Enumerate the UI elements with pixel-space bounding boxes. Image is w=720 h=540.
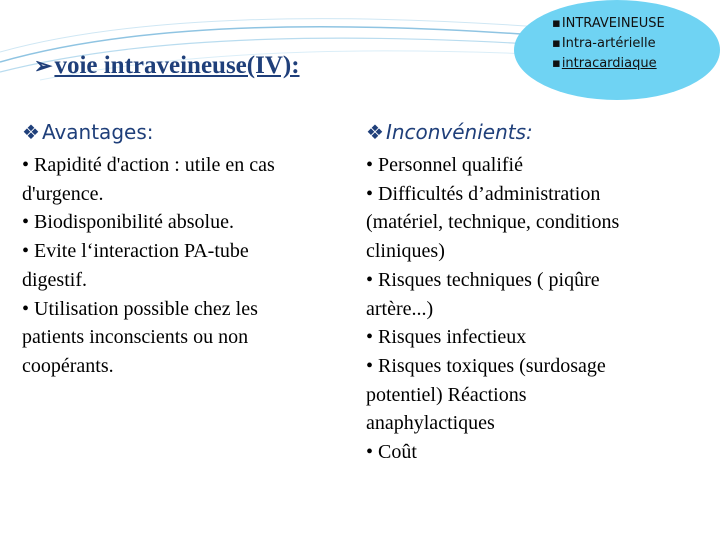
advantages-heading: ❖ Avantages: <box>22 120 154 144</box>
text-line: (matériel, technique, conditions <box>366 211 620 234</box>
text-line: • Risques infectieux <box>366 326 527 349</box>
arrow-bullet-icon: ➢ <box>34 53 53 78</box>
diamond-bullet-icon: ❖ <box>366 120 384 144</box>
text-line: coopérants. <box>22 354 114 377</box>
text-line: • Biodisponibilité absolue. <box>22 211 234 234</box>
text-line: • Evite l‘interaction PA-tube <box>22 240 249 263</box>
text-line: • Utilisation possible chez les <box>22 297 258 320</box>
text-line: • Risques techniques ( piqûre <box>366 268 600 291</box>
text-line: artère...) <box>366 297 434 320</box>
text-line: • Personnel qualifié <box>366 154 523 176</box>
disadvantages-list <box>366 151 706 467</box>
text-line: cliniques) <box>366 240 445 263</box>
text-line: patients inconscients ou non <box>22 326 249 349</box>
route-item: ▪ INTRAVEINEUSE <box>552 14 665 34</box>
text-line: d'urgence. <box>22 182 104 205</box>
text-line: anaphylactiques <box>366 412 495 435</box>
disadvantages-heading: ❖ Inconvénients: <box>366 120 533 144</box>
text-line: • Rapidité d'action : utile en cas <box>22 154 275 176</box>
text-line: digestif. <box>22 268 87 291</box>
advantages-list <box>22 151 340 381</box>
diamond-bullet-icon: ❖ <box>22 120 40 144</box>
routes-bubble <box>514 0 720 100</box>
text-line: potentiel) Réactions <box>366 383 527 406</box>
disadvantages-column <box>366 118 706 467</box>
routes-list <box>552 14 665 74</box>
slide-title-text: voie intraveineuse(IV): <box>54 52 300 79</box>
advantages-column <box>22 118 340 381</box>
route-item: ▪ Intra-artérielle <box>552 34 665 54</box>
route-item: ▪ intracardiaque <box>552 54 665 74</box>
text-line: • Risques toxiques (surdosage <box>366 354 606 377</box>
slide-title <box>34 52 300 80</box>
text-line: • Difficultés d’administration <box>366 182 601 205</box>
text-line: • Coût <box>366 441 417 464</box>
